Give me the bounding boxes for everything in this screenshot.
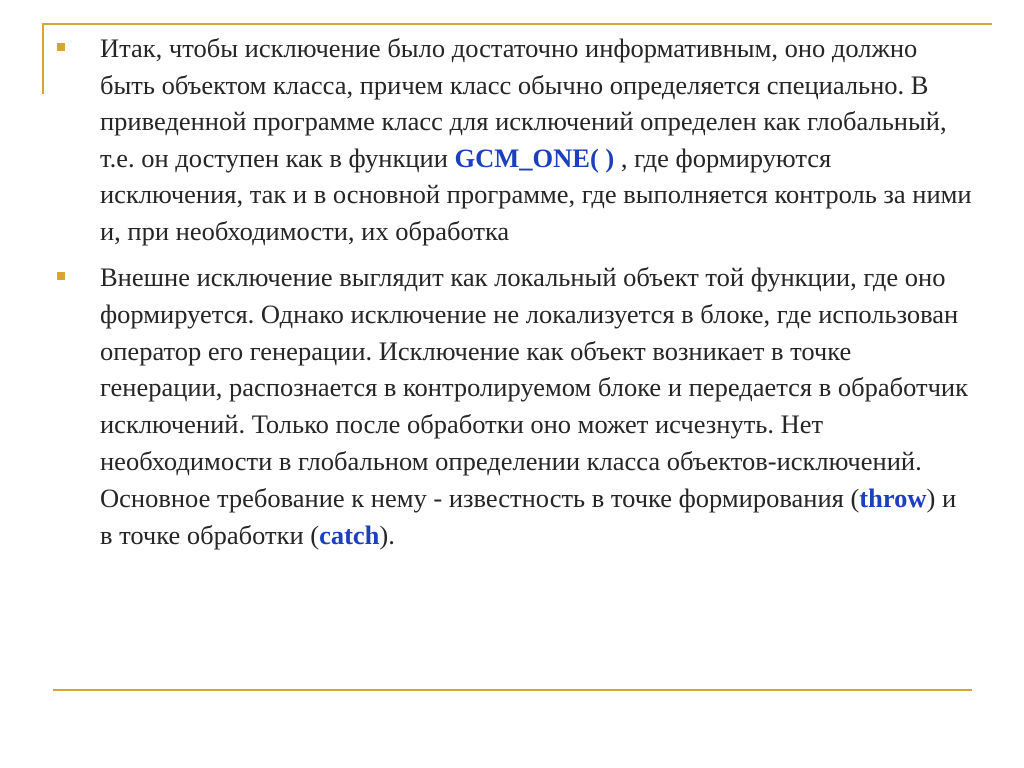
bullet-2-text-part-2: ) и в точке обработки (: [100, 482, 957, 550]
square-bullet-icon: [57, 272, 65, 280]
bullet-item-2: [54, 259, 974, 553]
square-bullet-icon: [57, 43, 65, 51]
keyword-throw: throw: [859, 482, 927, 513]
bullet-1-text-part-1: Итак, чтобы исключение было достаточно информативным, оно должно быть объектом класса, причем класс обычно определяется специально. В приведенной программе класс для исключений определен как глобальный, т.е. он доступен как в функции: [100, 33, 947, 173]
bullet-2-text-part-3: ).: [379, 519, 395, 550]
slide-top-border: [42, 23, 992, 25]
keyword-gcm-one: GCM_ONE( ): [454, 142, 615, 173]
bullet-2-text-part-1: Внешне исключение выглядит как локальный объект той функции, где оно формируется. Однако исключение не локализуется в блоке, где использован оператор его генерации. Исключение как объект возникает в точке генерации, распознается в контролируемом блоке и передается в обработчик исключений. Только после обработки оно может исчезнуть. Нет необходимости в глобальном определении класса объектов-исключений. Основное требование к нему - известность в точке формирования (: [100, 262, 968, 513]
bullet-1-text-part-2: , где формируются исключения, так и в основной программе, где выполняется контроль за ними и, при необходимости, их обработка: [100, 142, 972, 246]
bullet-1-text: [100, 33, 972, 246]
bullet-item-1: [54, 30, 974, 249]
slide-left-border: [42, 23, 44, 94]
keyword-catch: catch: [319, 519, 380, 550]
slide-bottom-border: [53, 689, 972, 691]
slide-content: [54, 30, 974, 563]
bullet-2-text: [100, 262, 968, 550]
